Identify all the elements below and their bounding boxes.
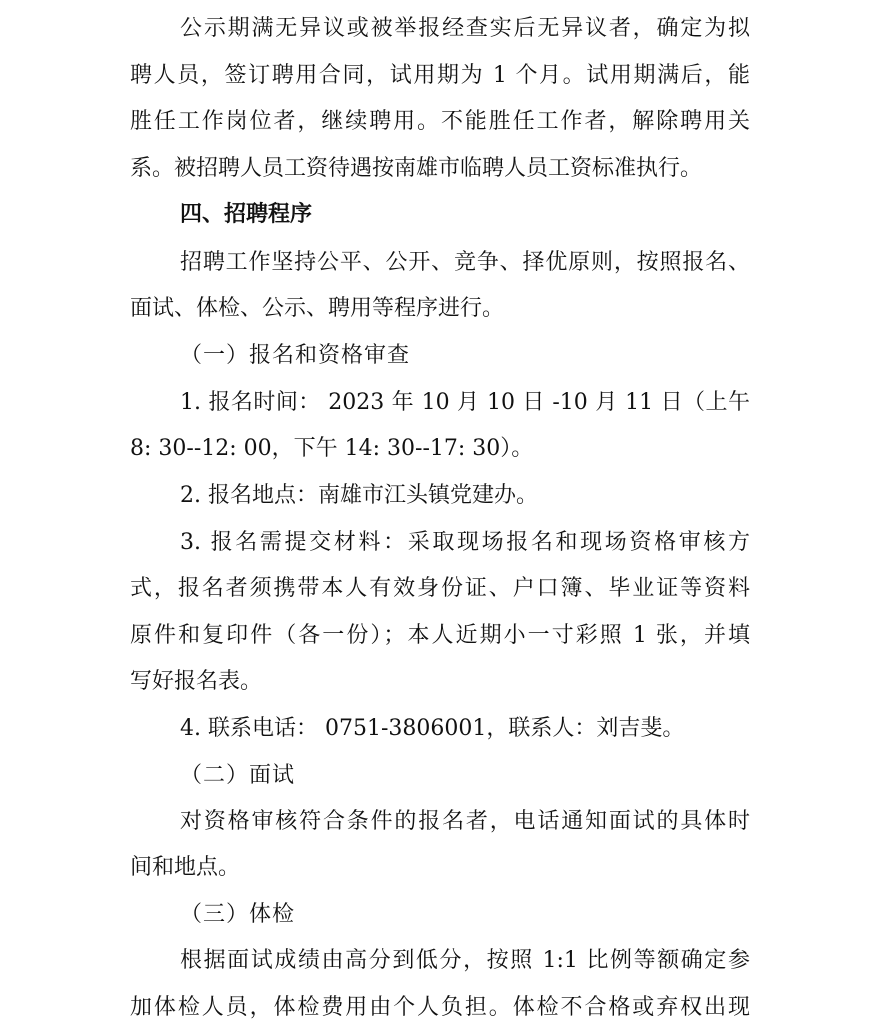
paragraph-line: 8: 30--12: 00，下午 14: 30--17: 30）。 <box>130 436 534 461</box>
subsection-heading: （二）面试 <box>180 763 296 788</box>
subsection-heading: （一）报名和资格审查 <box>180 343 411 368</box>
paragraph-line: 原件和复印件（各一份）；本人近期小一寸彩照 1 张，并填 <box>130 623 750 648</box>
paragraph-line: 公示期满无异议或被举报经查实后无异议者，确定为拟 <box>180 16 750 41</box>
paragraph-line: 4. 联系电话： 0751-3806001，联系人：刘吉斐。 <box>180 716 685 741</box>
subsection-heading: （三）体检 <box>180 902 296 927</box>
paragraph-line: 胜任工作岗位者，继续聘用。不能胜任工作者，解除聘用关 <box>130 109 750 134</box>
paragraph-line: 2. 报名地点：南雄市江头镇党建办。 <box>180 483 538 508</box>
paragraph-line: 3. 报名需提交材料：采取现场报名和现场资格审核方 <box>180 530 750 555</box>
paragraph-line: 面试、体检、公示、聘用等程序进行。 <box>130 296 505 321</box>
paragraph-line: 加体检人员，体检费用由个人负担。体检不合格或弃权出现 <box>130 995 750 1020</box>
paragraph-line: 聘人员，签订聘用合同，试用期为 1 个月。试用期满后，能 <box>130 63 750 88</box>
paragraph-line: 招聘工作坚持公平、公开、竞争、择优原则，按照报名、 <box>180 250 750 275</box>
paragraph-line: 写好报名表。 <box>130 669 263 694</box>
paragraph-line: 根据面试成绩由高分到低分，按照 1:1 比例等额确定参 <box>180 948 750 973</box>
section-heading: 四、招聘程序 <box>180 202 313 227</box>
paragraph-line: 1. 报名时间： 2023 年 10 月 10 日 -10 月 11 日（上午 <box>180 390 750 415</box>
paragraph-line: 对资格审核符合条件的报名者，电话通知面试的具体时 <box>180 809 750 834</box>
paragraph-line: 式，报名者须携带本人有效身份证、户口簿、毕业证等资料 <box>130 576 750 601</box>
paragraph-line: 系。被招聘人员工资待遇按南雄市临聘人员工资标准执行。 <box>130 156 703 181</box>
paragraph-line: 间和地点。 <box>130 855 241 880</box>
